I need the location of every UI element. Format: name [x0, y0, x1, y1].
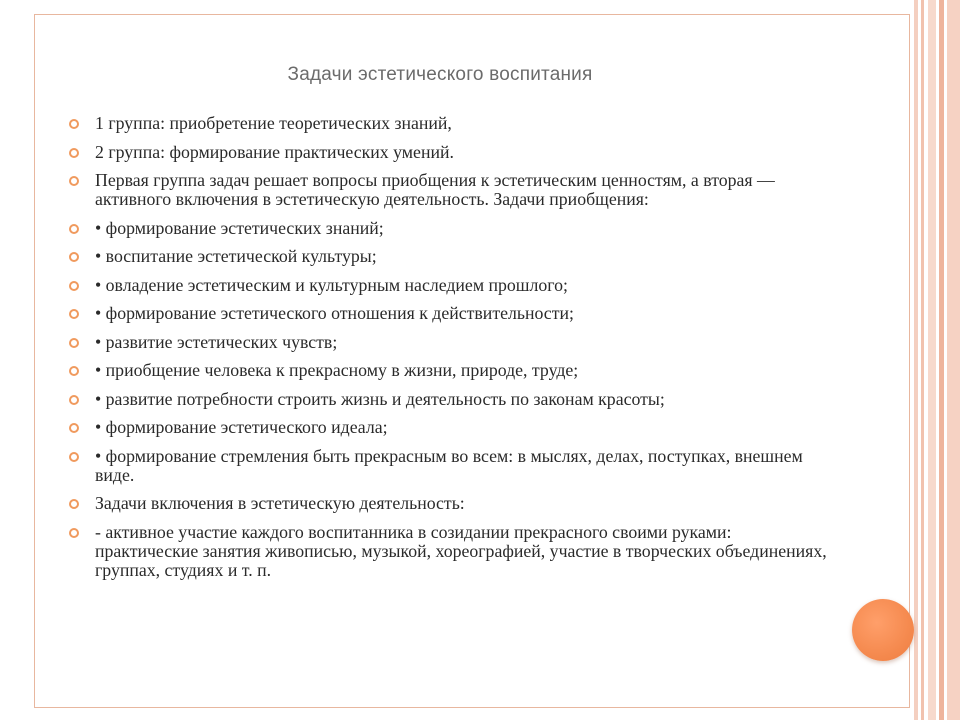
list-item-text: 2 группа: формирование практических умений.	[95, 141, 454, 162]
list-item	[64, 114, 834, 133]
circle-bullet-icon	[69, 452, 79, 462]
list-item	[64, 523, 834, 580]
list-item	[64, 171, 834, 209]
list-item	[64, 247, 834, 266]
circle-bullet-icon	[69, 176, 79, 186]
list-item-text: • формирование эстетических знаний;	[95, 217, 384, 238]
list-item-text: Задачи включения в эстетическую деятельность:	[95, 493, 465, 513]
list-item	[64, 276, 834, 295]
stripe	[921, 0, 924, 720]
list-item-text: • воспитание эстетической культуры;	[95, 246, 377, 266]
circle-bullet-icon	[69, 338, 79, 348]
circle-bullet-icon	[69, 252, 79, 262]
list-item	[64, 494, 834, 513]
list-item	[64, 418, 834, 437]
circle-bullet-icon	[69, 499, 79, 509]
list-item-text: - активное участие каждого воспитанника в созидании прекрасного своими руками: практические занятия живописью, музыкой, хореографией, участие в творческих объединениях, группах, студиях и т. п.	[95, 521, 827, 580]
list-item-text: • приобщение человека к прекрасному в жизни, природе, труде;	[95, 360, 579, 380]
list-item	[64, 333, 834, 352]
list-item	[64, 143, 834, 162]
bullet-list	[64, 114, 834, 589]
list-item-text: Первая группа задач решает вопросы приобщения к эстетическим ценностям, а вторая — активного включения в эстетическую деятельность. Задачи приобщения:	[95, 170, 775, 209]
list-item-text: • формирование стремления быть прекрасным во всем: в мыслях, делах, поступках, внешнем виде.	[95, 445, 803, 485]
stripe	[928, 0, 936, 720]
list-item-text: • развитие потребности строить жизнь и деятельность по законам красоты;	[95, 388, 665, 409]
stripe	[939, 0, 944, 720]
list-item-text: • овладение эстетическим и культурным наследием прошлого;	[95, 274, 568, 295]
list-item	[64, 219, 834, 238]
circle-bullet-icon	[69, 148, 79, 158]
decorative-stripes	[914, 0, 960, 720]
circle-bullet-icon	[69, 309, 79, 319]
list-item-text: 1 группа: приобретение теоретических знаний,	[95, 113, 452, 133]
stripe	[914, 0, 918, 720]
circle-bullet-icon	[69, 119, 79, 129]
list-item	[64, 304, 834, 323]
list-item-text: • формирование эстетического отношения к действительности;	[95, 303, 574, 323]
list-item	[64, 390, 834, 409]
list-item	[64, 447, 834, 485]
slide-title: Задачи эстетического воспитания	[287, 64, 593, 85]
circle-bullet-icon	[69, 224, 79, 234]
list-item-text: • формирование эстетического идеала;	[95, 417, 388, 437]
stripe	[947, 0, 960, 720]
circle-bullet-icon	[69, 528, 79, 538]
circle-bullet-icon	[69, 395, 79, 405]
list-item	[64, 361, 834, 380]
circle-bullet-icon	[69, 366, 79, 376]
list-item-text: • развитие эстетических чувств;	[95, 331, 338, 352]
orange-circle-icon	[852, 599, 914, 661]
circle-bullet-icon	[69, 423, 79, 433]
circle-bullet-icon	[69, 281, 79, 291]
